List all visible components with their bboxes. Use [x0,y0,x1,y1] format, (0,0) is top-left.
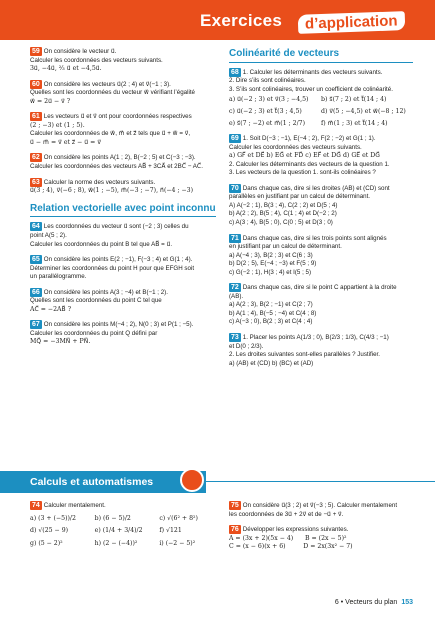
exercise-text: 2. Calculer les déterminants des vecteurs de la question 1. [229,160,390,168]
exercise-text: a) A(2 ; 3), B(2 ; −1) et C(2 ; 7) [229,301,313,309]
exercise-65 [30,255,216,282]
section-heading: Relation vectorielle avec point inconnu [30,202,216,218]
exercise-number: 62 [32,154,40,162]
page-header [0,0,435,40]
exercise-number: 68 [231,68,239,76]
exercise-number: 66 [32,288,40,296]
exercise-text: les coordonnées de 3u⃗ + 2v⃗ et de −u⃗ + v⃗. [229,510,344,518]
exercise-text: A) A(−2 ; 1), B(3 ; 4), C(2 ; 2) et D(5 ; 4) [229,201,338,209]
exercise-formula: w⃗ = 2u⃗ − v⃗ ? [30,97,71,105]
exercise-text: Calculer les coordonnées des vecteurs AB⃗ + 3CA⃗ et 2BC⃗ − AC⃗. [30,163,203,171]
exercise-number: 69 [231,135,239,143]
vector-item: f) m⃗(1 ; 3) et t⃗(14 ; 4) [321,119,388,127]
exercise-59 [30,47,216,74]
calc-item: e) (1/4 + 3/4)/2 [94,527,143,535]
exercise-text: On considère les points M(−4 ; 2), N(0 ; 3) et P(1 ; −5). [43,321,194,329]
exercise-number: 74 [32,502,40,509]
calc-item: h) (2 − (−4))² [94,539,138,547]
exercise-text: c) A(3 ; 4), B(5 ; 0), C(0 ; 5) et D(3 ; 0) [229,219,333,226]
exercise-text: On considère les points A(1 ; 2), B(−2 ; 5) et C(−3 ; −3). [43,154,196,162]
exercise-text: 3. S’ils sont colinéaires, trouver un coefficient de colinéarité. [229,85,393,93]
section-heading: Colinéarité de vecteurs [229,47,413,63]
exercise-text: Calculer les coordonnées des vecteurs suivants. [30,56,163,64]
exercise-74 [30,501,220,548]
exercise-text: un parallélogramme. [30,273,87,281]
calc-item: d) √(25 − 9) [30,527,69,535]
exercise-number: 73 [231,334,239,342]
exercise-76 [229,525,413,552]
exercise-text: 3. Les vecteurs de la question 1. sont-ils colinéaires ? [229,169,376,177]
exercise-number: 67 [32,321,40,329]
left-column [30,47,216,353]
exercise-formula: u⃗ − m⃗ = v⃗ et z⃗ − u⃗ = v⃗ [30,138,101,146]
exercise-71 [229,234,413,278]
exercise-69 [229,134,413,178]
exercise-number: 63 [32,178,40,186]
calc-item: g) (5 − 2)² [30,539,63,547]
calc-item: c) √(6² + 8²) [159,514,198,522]
header-title: Exercices [200,11,283,30]
exercise-text: 1. Placer les points A(1/3 ; 0), B(2/3 ; 1/3), C(4/3 ; −1) [242,334,389,342]
calc-section-banner [0,471,206,493]
exercise-text: (AB). [229,292,244,300]
exercise-73 [229,333,413,368]
exercise-68 [229,68,413,128]
exercise-text: Développer les expressions suivantes. [242,526,349,534]
vector-item: d) v⃗(5 ; −4,5) et w⃗(−8 ; 12) [321,107,406,115]
exercise-text: Dans chaque cas, dire si les droites (AB) et (CD) sont [242,184,390,192]
exercise-72 [229,283,413,327]
exercise-number: 76 [231,526,239,534]
calc-items [30,515,220,549]
vector-item: a) u⃗(−2 ; 3) et v⃗(3 ; −4,5) [229,96,309,104]
exercise-formula: (2 ; −3) et (1 ; 5). [30,121,85,129]
exercise-60 [30,80,216,107]
page-number: 153 [401,599,413,606]
right-column [229,47,413,374]
exercise-66 [30,288,216,315]
exercise-text: 2. Les droites suivantes sont-elles parallèles ? Justifier. [229,351,380,359]
exercise-text: b) D(2 ; 5), E(−4 ; −3) et F(5 ; 9) [229,260,317,268]
vector-item: e) s⃗(7 ; −2) et m⃗(1 ; 2/7) [229,119,306,127]
exercise-text: On considère les vecteurs u⃗(2 ; 4) et v⃗(−1 ; 3). [43,80,171,88]
calc-section-title: Calculs et automatismes [30,476,154,488]
header-tag: d’application [298,11,405,34]
exercise-number: 70 [231,184,239,192]
calc-item: f) √121 [159,527,182,535]
exercise-text: Calculer les coordonnées des vecteurs suivants. [229,143,362,151]
exercise-formula: a) GF⃗ et DE⃗ b) EG⃗ et FD⃗ c) EF⃗ et DG⃗ d) GE⃗ et DG⃗ [229,152,381,160]
exercise-formula: 3u⃗, −4u⃗, ²⁄₃ u⃗ et −4,5u⃗. [30,65,102,73]
calc-item: b) (6 − 5)/2 [94,514,131,522]
exercise-number: 59 [32,48,40,55]
exercise-formula: u⃗(3 ; 4), v⃗(−6 ; 8), w⃗(1 ; −5), m⃗(−3 ; −7), n⃗(−4 ; −3) [30,187,194,195]
exercise-text: 1. Soit D(−3 ; −1), E(−4 ; 2), F(2 ; −2) et G(1 ; 1). [242,135,376,143]
exercise-text: point A(5 ; 2). [30,232,67,239]
exercise-text: c) A(−3 ; 0), B(2 ; 3) et C(4 ; 4) [229,318,313,326]
exercise-text: Déterminer les coordonnées du point H pour que EFGH soit [30,264,195,272]
exercise-text: Quelles sont les coordonnées du point C tel que [30,297,162,305]
exercise-formula: AC⃗ = −2AB⃗ ? [30,305,72,313]
exercise-text: On considère les points E(2 ; −1), F(−3 ; 4) et G(1 ; 4). [43,256,193,264]
exercise-75 [229,501,413,519]
exercise-text: Calculer les coordonnées du point Q défini par [30,329,158,337]
vector-item: b) s⃗(7 ; 2) et t⃗(14 ; 4) [321,96,387,104]
exercise-number: 61 [32,113,40,121]
exercise-text: Calculer les coordonnées de w⃗, m⃗ et z⃗ tels que u⃗ + w⃗ = v⃗, [30,130,191,138]
exercise-number: 71 [231,234,239,242]
exercise-text: en justifiant par un calcul de déterminant. [229,243,342,251]
exercise-text: Dans chaque cas, dire si les trois points sont alignés [242,234,387,242]
exercise-text: On considère u⃗(3 ; 2) et v⃗(−3 ; 5). Calculer mentalement [242,502,398,509]
exercise-text: c) G(−2 ; 1), H(3 ; 4) et I(5 ; 5) [229,268,312,276]
exercise-text: b) A(1 ; 4), B(−5 ; −4) et C(4 ; 8) [229,309,317,317]
exercise-text: Calculer les coordonnées du point B tel que AB⃗ = u⃗. [30,240,173,248]
exercise-number: 75 [231,502,239,509]
exercise-text: On considère les points A(3 ; −4) et B(−1 ; 2). [43,288,168,296]
calc-right-column [229,501,413,558]
exercise-text: Quelles sont les coordonnées du vecteur w⃗ vérifiant l’égalité [30,89,195,97]
chapter-label: 6 • Vecteurs du plan [334,599,398,606]
exercise-text: a) A(−4 ; 3), B(2 ; 3) et C(6 ; 3) [229,251,313,259]
exercise-text: Les coordonnées du vecteur u⃗ sont (−2 ; 3) celles du [43,223,189,231]
calc-badge-icon [180,468,204,492]
exercise-text: et D(0 ; 2/3). [229,342,264,350]
exercise-70 [229,184,413,228]
exercise-text: a) (AB) et (CD) b) (BC) et (AD) [229,359,314,367]
exercise-text: 2. Dire s’ils sont colinéaires. [229,77,306,85]
exercise-63 [30,178,216,196]
exercise-text: b) A(2 ; 2), B(5 ; 4), C(1 ; 4) et D(−2 ; 2) [229,210,337,218]
exercise-text: Dans chaque cas, dire si le point C appartient à la droite [242,284,397,292]
exercise-text: Les vecteurs u⃗ et v⃗ ont pour coordonnées respectives [43,113,192,121]
exercise-number: 60 [32,80,40,88]
exercise-text: Calculer la norme des vecteurs suivants. [43,178,156,186]
calc-item: a) (3 + (−5))/2 [30,514,76,522]
exercise-67 [30,320,216,347]
exercise-formula: MQ⃗ = −3MN⃗ + PN⃗. [30,338,91,346]
exercise-number: 72 [231,284,239,292]
exercise-text: Calculer mentalement. [43,502,106,509]
exercise-formula: A = (3x + 2)(5x − 4) B = (2x − 5)² [229,534,347,542]
exercise-number: 65 [32,256,40,264]
exercise-64 [30,222,216,249]
exercise-61 [30,112,216,147]
vector-item: c) u⃗(−2 ; 3) et t⃗(3 ; 4,5) [229,107,302,115]
exercise-text: parallèles en justifiant par un calcul de déterminant. [229,193,371,201]
exercise-text: 1. Calculer les déterminants des vecteurs suivants. [242,68,383,76]
exercise-formula: C = (x − 6)(x + 6) D = 2x(3x² − 7) [229,543,353,551]
page-footer [335,598,413,608]
exercise-number: 64 [32,223,40,231]
exercise-62 [30,153,216,171]
divider [206,481,435,482]
vector-list [229,96,413,128]
calc-item: i) (−2 − 5)² [159,539,196,547]
exercise-text: On considère le vecteur u⃗. [43,48,117,55]
